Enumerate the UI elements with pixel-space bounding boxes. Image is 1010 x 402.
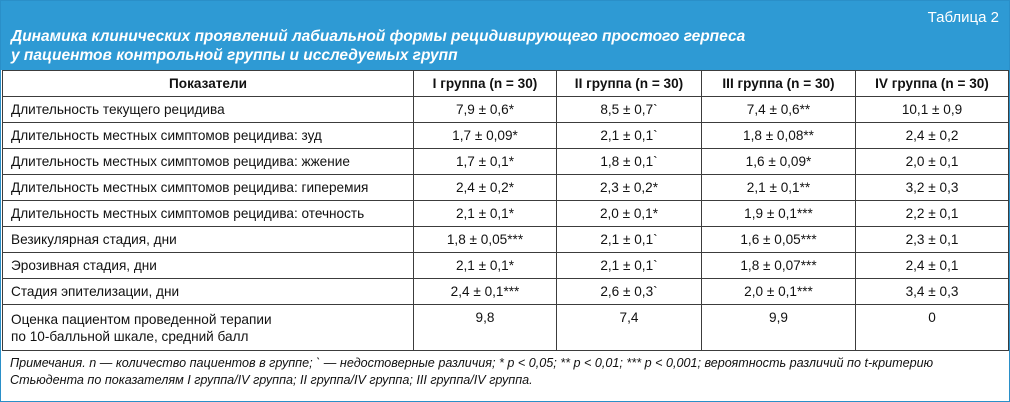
cell-value: 1,8 ± 0,08** — [702, 123, 856, 149]
cell-value: 7,4 ± 0,6** — [702, 97, 856, 123]
row-label: Везикулярная стадия, дни — [3, 227, 414, 253]
cell-value: 1,6 ± 0,09* — [702, 149, 856, 175]
table-row — [3, 149, 1009, 175]
cell-value: 2,4 ± 0,1 — [856, 253, 1009, 279]
row-label: Стадия эпителизации, дни — [3, 279, 414, 305]
cell-value: 3,4 ± 0,3 — [856, 279, 1009, 305]
row-label-line-1: Оценка пациентом проведенной терапии — [11, 311, 272, 327]
cell-value: 2,3 ± 0,1 — [856, 227, 1009, 253]
cell-value: 2,6 ± 0,3` — [557, 279, 702, 305]
cell-value: 2,4 ± 0,1*** — [414, 279, 557, 305]
table-title-line-2: у пациентов контрольной группы и исследуемых групп — [11, 47, 458, 64]
row-label-line-2: по 10-балльной шкале, средний балл — [11, 328, 249, 344]
cell-value: 2,0 ± 0,1*** — [702, 279, 856, 305]
row-label: Длительность текущего рецидива — [3, 97, 414, 123]
table-row — [3, 97, 1009, 123]
table-number-label: Таблица 2 — [927, 9, 999, 26]
table-row — [3, 123, 1009, 149]
column-header-indicator: Показатели — [3, 71, 414, 97]
cell-value: 8,5 ± 0,7` — [557, 97, 702, 123]
cell-value: 2,3 ± 0,2* — [557, 175, 702, 201]
table-footnote — [1, 351, 1009, 389]
cell-value: 1,8 ± 0,05*** — [414, 227, 557, 253]
cell-value: 2,0 ± 0,1 — [856, 149, 1009, 175]
table-title — [11, 27, 745, 65]
cell-value: 2,1 ± 0,1* — [414, 253, 557, 279]
column-header-group-2: II группа (n = 30) — [557, 71, 702, 97]
column-header-group-1: I группа (n = 30) — [414, 71, 557, 97]
cell-value: 1,8 ± 0,1` — [557, 149, 702, 175]
row-label — [3, 305, 414, 351]
cell-value: 2,0 ± 0,1* — [557, 201, 702, 227]
column-header-group-3: III группа (n = 30) — [702, 71, 856, 97]
cell-value: 1,7 ± 0,09* — [414, 123, 557, 149]
cell-value: 7,9 ± 0,6* — [414, 97, 557, 123]
table-row — [3, 201, 1009, 227]
column-header-group-4: IV группа (n = 30) — [856, 71, 1009, 97]
table-header-band — [1, 1, 1009, 70]
row-label: Эрозивная стадия, дни — [3, 253, 414, 279]
row-label: Длительность местных симптомов рецидива: жжение — [3, 149, 414, 175]
cell-value: 1,6 ± 0,05*** — [702, 227, 856, 253]
row-label: Длительность местных симптомов рецидива: гиперемия — [3, 175, 414, 201]
cell-value: 2,4 ± 0,2 — [856, 123, 1009, 149]
footnote-line-1: Примечания. n — количество пациентов в группе; ` — недостоверные различия; * p < 0,05; ** p < 0,01; *** p < 0,001; вероятность различий по t-критерию — [10, 356, 934, 370]
column-header-row — [3, 71, 1009, 97]
cell-value: 1,8 ± 0,07*** — [702, 253, 856, 279]
row-label: Длительность местных симптомов рецидива: зуд — [3, 123, 414, 149]
cell-value: 2,4 ± 0,2* — [414, 175, 557, 201]
table-row — [3, 227, 1009, 253]
cell-value: 2,1 ± 0,1` — [557, 227, 702, 253]
cell-value: 0 — [856, 305, 1009, 351]
cell-value: 9,9 — [702, 305, 856, 351]
table-row — [3, 253, 1009, 279]
data-table — [2, 70, 1009, 351]
cell-value: 2,1 ± 0,1` — [557, 123, 702, 149]
cell-value: 10,1 ± 0,9 — [856, 97, 1009, 123]
row-label: Длительность местных симптомов рецидива: отечность — [3, 201, 414, 227]
cell-value: 2,1 ± 0,1` — [557, 253, 702, 279]
footnote-line-2: Стьюдента по показателям I группа/IV группа; II группа/IV группа; III группа/IV группа. — [10, 373, 533, 387]
cell-value: 2,1 ± 0,1** — [702, 175, 856, 201]
table-row-rating — [3, 305, 1009, 351]
cell-value: 7,4 — [557, 305, 702, 351]
table-row — [3, 175, 1009, 201]
table-row — [3, 279, 1009, 305]
cell-value: 2,2 ± 0,1 — [856, 201, 1009, 227]
cell-value: 2,1 ± 0,1* — [414, 201, 557, 227]
cell-value: 1,9 ± 0,1*** — [702, 201, 856, 227]
cell-value: 9,8 — [414, 305, 557, 351]
table-title-line-1: Динамика клинических проявлений лабиальной формы рецидивирующего простого герпеса — [11, 28, 746, 45]
cell-value: 1,7 ± 0,1* — [414, 149, 557, 175]
cell-value: 3,2 ± 0,3 — [856, 175, 1009, 201]
